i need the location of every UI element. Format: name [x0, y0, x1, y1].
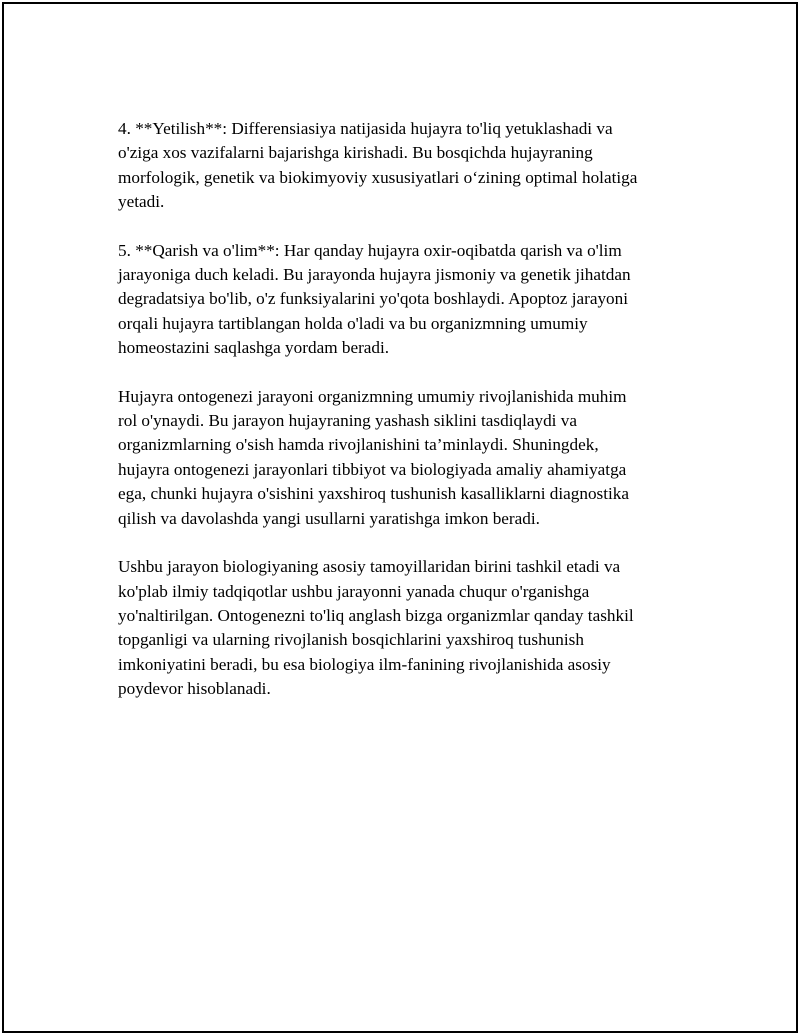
paragraph-xulosa: Ushbu jarayon biologiyaning asosiy tamoyillaridan birini tashkil etadi va ko'plab ilmiy tadqiqotlar ushbu jarayonni yanada chuqur o'rganishga yo'naltirilgan. Ontogenezni to'liq anglash bizga organizmlar qanday tashkil topganligi va ularning rivojlanish bosqichlarini yaxshiroq tushunish imkoniyatini beradi, bu esa biologiya ilm-fanining rivojlanishida asosiy poydevor hisoblanadi. [118, 557, 634, 699]
paragraph-yetilish: 4. **Yetilish**: Differensiasiya natijasida hujayra to'liq yetuklashadi va o'ziga xos vazifalarni bajarishga kirishadi. Bu bosqichda hujayraning morfologik, genetik va biokimyoviy xususiyatlari o‘zining optimal holatiga yetadi. [118, 119, 638, 212]
paragraph-ontogenez-ahamiyati: Hujayra ontogenezi jarayoni organizmning umumiy rivojlanishida muhim rol o'ynaydi. Bu jarayon hujayraning yashash siklini tasdiqlaydi va organizmlarning o'sish hamda rivojlanishini ta’minlaydi. Shuningdek, hujayra ontogenezi jarayonlari tibbiyot va biologiyada amaliy ahamiyatga ega, chunki hujayra o'sishini yaxshiroq tushunish kasalliklarni diagnostika qilish va davolashda yangi usullarni yaratishga imkon beradi. [118, 386, 630, 528]
document-body [118, 117, 698, 726]
paragraph-qarish-va-olim: 5. **Qarish va o'lim**: Har qanday hujayra oxir-oqibatda qarish va o'lim jarayoniga duch keladi. Bu jarayonda hujayra jismoniy va genetik jihatdan degradatsiya bo'lib, o'z funksiyalarini yo'qota boshlaydi. Apoptoz jarayoni orqali hujayra tartiblangan holda o'ladi va bu organizmning umumiy homeostazini saqlashga yordam beradi. [118, 240, 631, 358]
